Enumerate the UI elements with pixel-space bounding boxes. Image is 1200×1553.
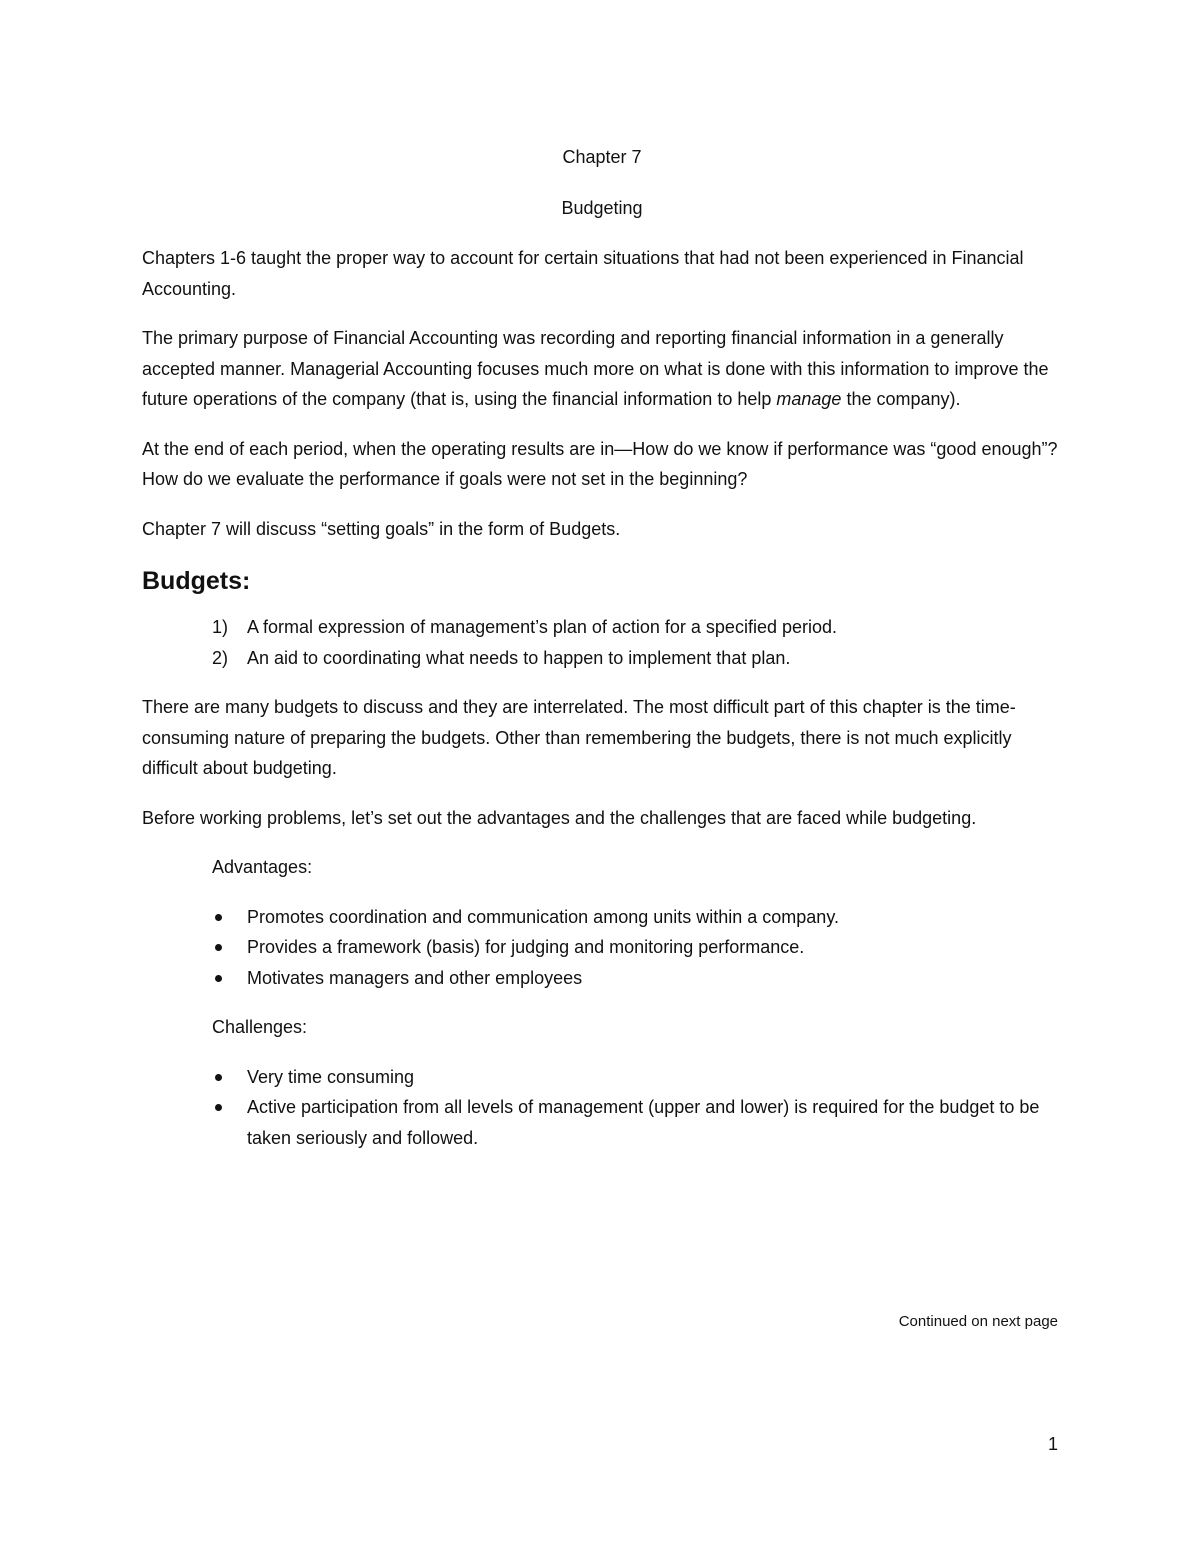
page-number: 1: [1047, 1434, 1058, 1454]
bullet-icon: [215, 944, 222, 951]
challenges-list: [142, 1062, 1062, 1154]
bullet-icon: [215, 1104, 222, 1111]
list-item: [212, 1062, 1062, 1093]
chapter-label: Chapter 7: [562, 147, 642, 167]
list-item-number: 1): [212, 617, 229, 637]
advantages-list: [142, 902, 1062, 994]
intro-paragraph-2-end: the company).: [841, 389, 961, 409]
bullet-icon: [215, 975, 222, 982]
list-item-text: Very time consuming: [247, 1066, 415, 1087]
intro-paragraph-3: At the end of each period, when the operating results are in—How do we know if performance was “good enough”? How do we evaluate the performance if goals were not set in the beginning?: [142, 438, 1058, 489]
challenges-label: Challenges:: [212, 1017, 308, 1037]
chapter-title: Budgeting: [561, 197, 643, 218]
intro-paragraph-4: Chapter 7 will discuss “setting goals” in the form of Budgets.: [142, 518, 621, 539]
list-item-number: 2): [212, 647, 229, 668]
budgets-heading: Budgets:: [142, 567, 251, 595]
budget-definitions-list: [142, 612, 1062, 673]
intro-paragraph-2-italic: manage: [776, 389, 842, 409]
list-item: [212, 643, 1062, 674]
bullet-icon: [215, 914, 222, 921]
list-item-text: An aid to coordinating what needs to happen to implement that plan.: [247, 647, 791, 668]
list-item-text: Provides a framework (basis) for judging and monitoring performance.: [247, 937, 805, 957]
list-item-text: A formal expression of management’s plan of action for a specified period.: [247, 617, 838, 637]
continued-note: Continued on next page: [898, 1313, 1058, 1330]
list-item-text: Motivates managers and other employees: [247, 967, 583, 988]
list-item: [212, 932, 1062, 963]
document-body: [142, 142, 1062, 1153]
list-item: [212, 963, 1062, 994]
body-paragraph-1: There are many budgets to discuss and they are interrelated. The most difficult part of this chapter is the time-consuming nature of preparing the budgets. Other than remembering the budgets, there is not much explicitly difficult about budgeting.: [142, 697, 1016, 778]
intro-paragraph-2-text: The primary purpose of Financial Accounting was recording and reporting financial information in a generally accepted manner. Managerial Accounting focuses much more on what is done with this information to improve the future operations of the company (that is, using the financial information to help: [142, 328, 1049, 409]
list-item-text: Active participation from all levels of management (upper and lower) is required for the budget to be taken seriously and followed.: [247, 1097, 1040, 1148]
advantages-label: Advantages:: [212, 857, 313, 877]
list-item: [212, 612, 1062, 643]
body-paragraph-2: Before working problems, let’s set out the advantages and the challenges that are faced while budgeting.: [142, 807, 977, 828]
list-item-text: Promotes coordination and communication among units within a company.: [247, 906, 839, 927]
list-item: [212, 902, 1062, 933]
intro-paragraph-1: Chapters 1-6 taught the proper way to account for certain situations that had not been experienced in Financial Accounting.: [142, 248, 1024, 299]
intro-paragraph-2: [142, 323, 1062, 415]
list-item: [212, 1092, 1062, 1153]
bullet-icon: [215, 1074, 222, 1081]
